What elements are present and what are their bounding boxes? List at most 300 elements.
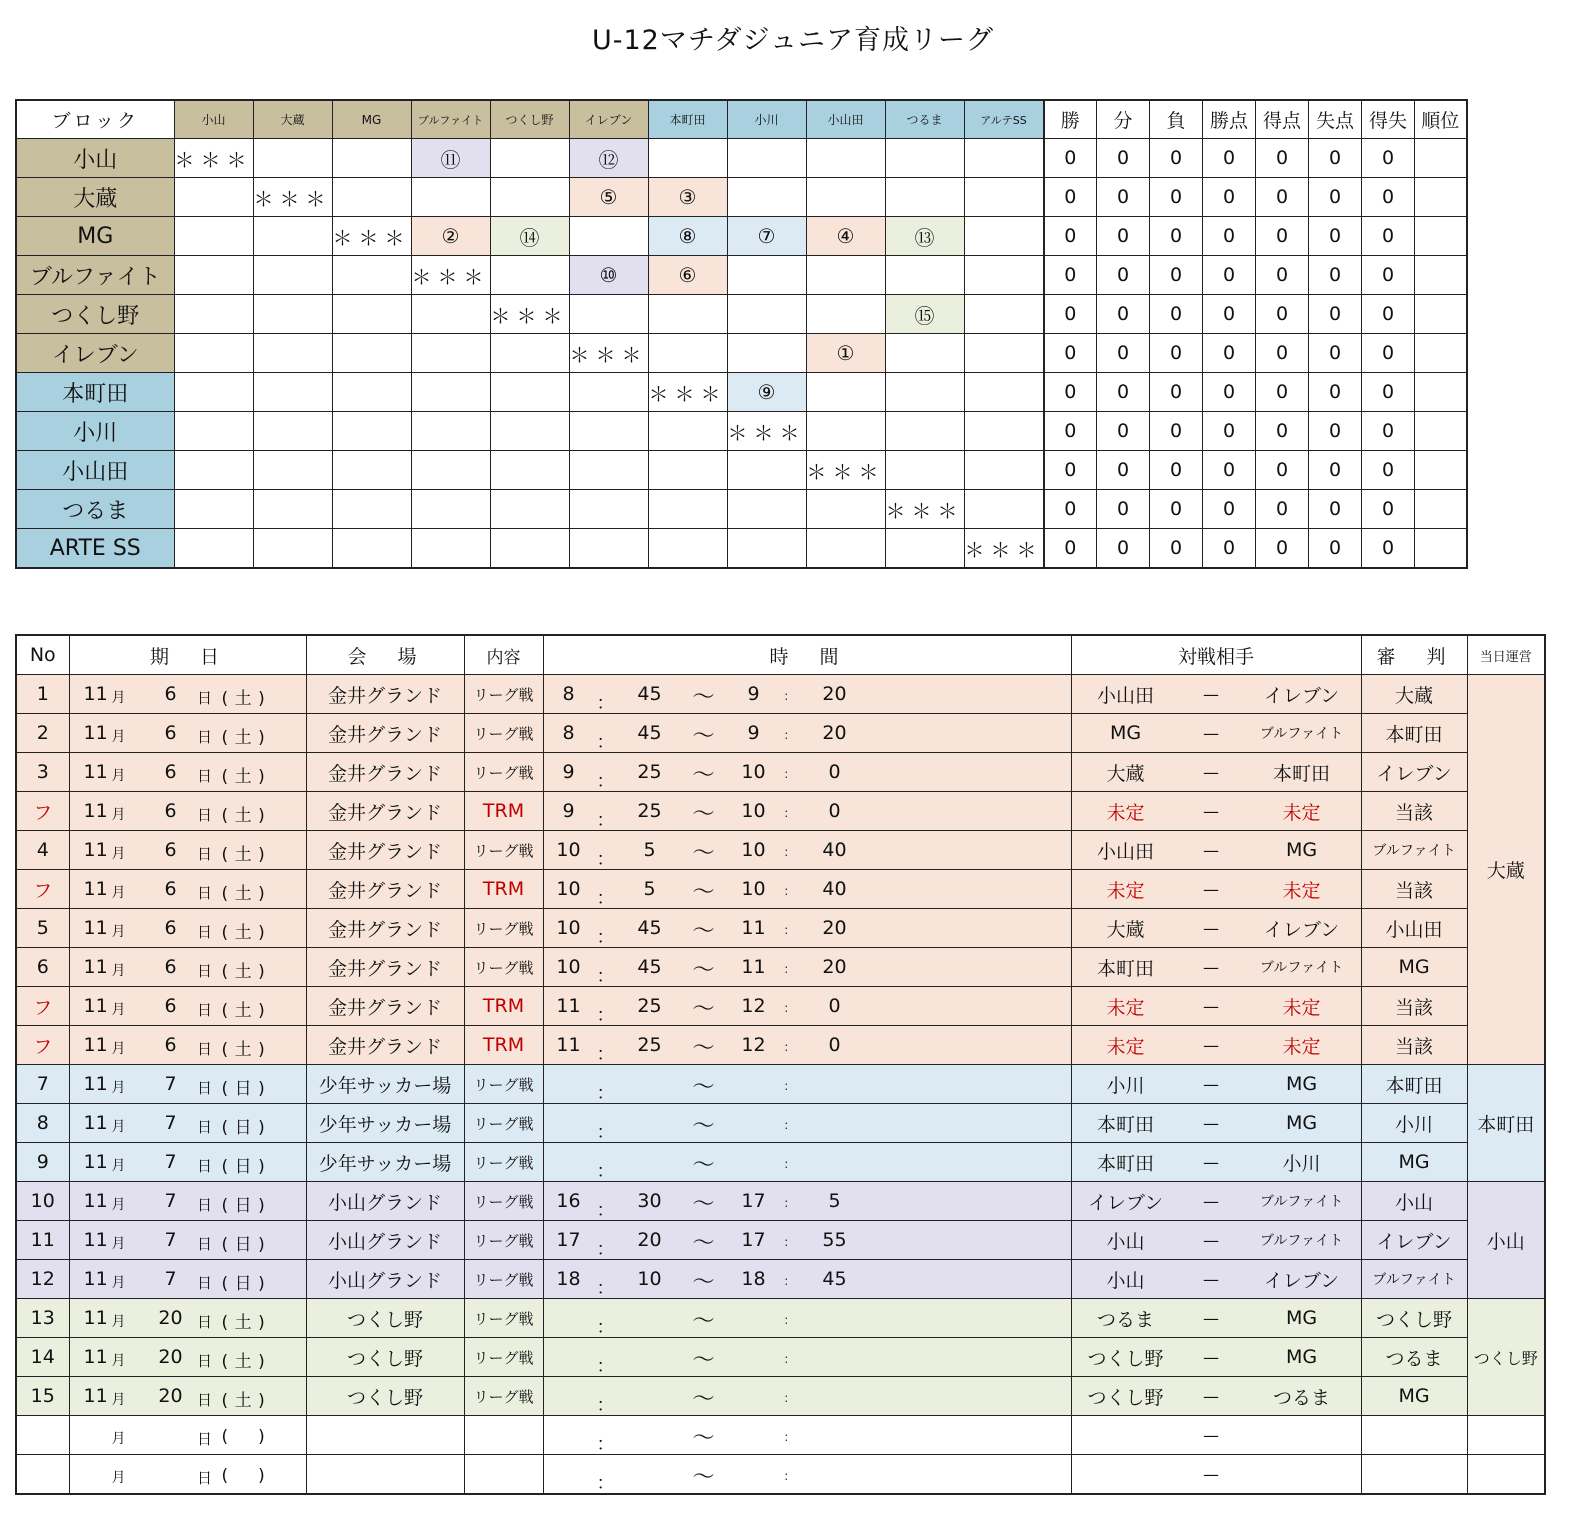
content: TRM — [464, 1026, 543, 1065]
vs-separator: — — [1203, 1464, 1219, 1484]
referee: MG — [1361, 1377, 1467, 1416]
stat-cell: 0 — [1150, 412, 1203, 451]
match-cell — [727, 529, 806, 569]
end-minute: 40 — [822, 839, 847, 861]
referee: イレブン — [1361, 753, 1467, 792]
match-cell — [806, 295, 885, 334]
month-label: 月 — [111, 1197, 126, 1213]
match-cell — [648, 451, 727, 490]
stat-cell: 0 — [1309, 217, 1362, 256]
self-match-cell: ＊＊＊ — [411, 256, 490, 295]
match-cell: ⑤ — [569, 178, 648, 217]
match-cell: ① — [806, 334, 885, 373]
match-cell: ⑬ — [885, 217, 964, 256]
match-time — [543, 948, 1071, 987]
stat-header: 得点 — [1256, 100, 1309, 139]
content: リーグ戦 — [464, 714, 543, 753]
team-a: 未定 — [1106, 1035, 1145, 1058]
date-day: 6 — [164, 995, 177, 1017]
match-cell — [174, 334, 253, 373]
time-colon: ： — [596, 1122, 615, 1143]
start-hour: 11 — [556, 1034, 581, 1056]
time-colon: ： — [783, 1157, 796, 1171]
content: リーグ戦 — [464, 1104, 543, 1143]
date-day: 7 — [164, 1073, 177, 1095]
stat-cell: 0 — [1097, 217, 1150, 256]
schedule-row — [16, 792, 1545, 831]
stat-cell: 0 — [1097, 256, 1150, 295]
match-cell — [332, 451, 411, 490]
date-month: 11 — [83, 761, 108, 783]
match-number: 8 — [16, 1104, 69, 1143]
content: リーグ戦 — [464, 675, 543, 714]
opponents — [1071, 1026, 1361, 1065]
month-label: 月 — [111, 963, 126, 979]
stat-cell — [1415, 373, 1467, 412]
day-label: 日 — [196, 1234, 212, 1253]
stat-cell: 0 — [1203, 451, 1256, 490]
opponents — [1071, 1260, 1361, 1299]
weekday: ( 日 ) — [222, 1191, 269, 1216]
match-cell — [806, 373, 885, 412]
start-hour: 9 — [562, 800, 575, 822]
venue: 金井グランド — [306, 675, 464, 714]
end-minute: 45 — [822, 1268, 847, 1290]
content: リーグ戦 — [464, 1221, 543, 1260]
end-minute: 20 — [822, 956, 847, 978]
time-colon: ： — [783, 1196, 796, 1210]
match-cell — [727, 139, 806, 178]
date-day: 6 — [164, 917, 177, 939]
start-minute: 45 — [637, 956, 662, 978]
time-colon: ： — [596, 849, 615, 870]
match-cell — [174, 217, 253, 256]
stat-cell: 0 — [1256, 451, 1309, 490]
time-colon: ： — [783, 1274, 796, 1288]
start-hour: 8 — [562, 683, 575, 705]
match-number: 9 — [16, 1143, 69, 1182]
range-separator: 〜 — [692, 685, 715, 710]
match-cell — [332, 412, 411, 451]
venue: 小山グランド — [306, 1221, 464, 1260]
stat-header: 勝 — [1044, 100, 1097, 139]
stat-cell: 0 — [1309, 334, 1362, 373]
stat-cell: 0 — [1044, 139, 1097, 178]
match-time — [543, 1260, 1071, 1299]
stat-cell: 0 — [1044, 490, 1097, 529]
vs-separator: — — [1203, 723, 1219, 743]
stat-header: 失点 — [1309, 100, 1362, 139]
match-cell — [253, 412, 332, 451]
month-label: 月 — [111, 846, 126, 862]
date-day: 6 — [164, 839, 177, 861]
team-b: イレブン — [1263, 1269, 1340, 1292]
start-minute: 25 — [637, 1034, 662, 1056]
date-day: 6 — [164, 1034, 177, 1056]
stat-cell: 0 — [1150, 529, 1203, 569]
date-day: 7 — [164, 1229, 177, 1251]
team-a: 本町田 — [1096, 1113, 1154, 1136]
stat-cell: 0 — [1150, 334, 1203, 373]
match-number: 3 — [16, 753, 69, 792]
match-cell — [964, 217, 1044, 256]
time-colon: ： — [596, 1161, 615, 1182]
match-time — [543, 1065, 1071, 1104]
match-cell — [332, 373, 411, 412]
match-cell — [569, 412, 648, 451]
date-month: 11 — [83, 1151, 108, 1173]
match-cell — [885, 373, 964, 412]
time-colon: ： — [596, 927, 615, 948]
team-a: 未定 — [1106, 801, 1145, 824]
day-label: 日 — [196, 1273, 212, 1292]
time-colon: ： — [783, 884, 796, 898]
end-hour: 11 — [741, 917, 766, 939]
stat-cell — [1415, 295, 1467, 334]
weekday-value: 日 — [234, 1234, 256, 1255]
date-month: 11 — [83, 956, 108, 978]
stat-cell: 0 — [1203, 334, 1256, 373]
self-match-cell: ＊＊＊ — [332, 217, 411, 256]
day-label: 日 — [196, 1468, 212, 1487]
team-column-header: イレブン — [569, 100, 648, 139]
match-cell: ② — [411, 217, 490, 256]
stat-cell: 0 — [1309, 373, 1362, 412]
stat-cell: 0 — [1362, 412, 1415, 451]
referee: 本町田 — [1361, 1065, 1467, 1104]
weekday: ( 日 ) — [222, 1074, 269, 1099]
date-month: 11 — [83, 917, 108, 939]
month-label: 月 — [111, 1236, 126, 1252]
content — [464, 1455, 543, 1495]
match-time — [543, 831, 1071, 870]
stat-cell: 0 — [1362, 178, 1415, 217]
vs-separator: — — [1203, 957, 1219, 977]
match-cell — [727, 178, 806, 217]
match-number: フ — [16, 1026, 69, 1065]
start-minute: 25 — [637, 995, 662, 1017]
weekday-value: 土 — [234, 961, 256, 982]
schedule-row — [16, 1104, 1545, 1143]
match-number: 7 — [16, 1065, 69, 1104]
date-day: 6 — [164, 800, 177, 822]
match-cell — [727, 295, 806, 334]
opponents — [1071, 1377, 1361, 1416]
referee: 小山田 — [1361, 909, 1467, 948]
range-separator: 〜 — [692, 880, 715, 905]
date-day: 7 — [164, 1112, 177, 1134]
match-number: 6 — [16, 948, 69, 987]
schedule-row — [16, 870, 1545, 909]
end-hour: 9 — [747, 683, 760, 705]
start-minute: 45 — [637, 722, 662, 744]
range-separator: 〜 — [692, 763, 715, 788]
day-label: 日 — [196, 1429, 212, 1448]
range-separator: 〜 — [692, 1075, 715, 1100]
vs-separator: — — [1203, 1074, 1219, 1094]
month-label: 月 — [111, 924, 126, 940]
match-cell — [964, 490, 1044, 529]
match-cell — [964, 178, 1044, 217]
range-separator: 〜 — [692, 1387, 715, 1412]
match-cell — [332, 490, 411, 529]
date-month: 11 — [83, 1190, 108, 1212]
match-cell — [490, 334, 569, 373]
match-number: フ — [16, 792, 69, 831]
stat-cell: 0 — [1256, 529, 1309, 569]
team-b: ブルファイト — [1259, 960, 1344, 976]
vs-separator: — — [1203, 996, 1219, 1016]
referee: 小川 — [1361, 1104, 1467, 1143]
date-month: 11 — [83, 1307, 108, 1329]
team-b: 小川 — [1282, 1152, 1321, 1175]
range-separator: 〜 — [692, 724, 715, 749]
match-cell — [332, 256, 411, 295]
venue: つくし野 — [306, 1299, 464, 1338]
team-a: イレブン — [1087, 1191, 1164, 1214]
match-number: 5 — [16, 909, 69, 948]
range-separator: 〜 — [692, 1309, 715, 1334]
stat-header: 得失 — [1362, 100, 1415, 139]
end-hour: 17 — [741, 1190, 766, 1212]
team-row-label: 小川 — [16, 412, 174, 451]
day-label: 日 — [196, 1312, 212, 1331]
match-number: 4 — [16, 831, 69, 870]
date-day: 6 — [164, 761, 177, 783]
time-colon: ： — [596, 1317, 615, 1338]
stat-cell: 0 — [1362, 490, 1415, 529]
stat-cell: 0 — [1044, 178, 1097, 217]
standings-row — [16, 217, 1467, 256]
content — [464, 1416, 543, 1455]
opponents — [1071, 1065, 1361, 1104]
stat-cell: 0 — [1097, 490, 1150, 529]
start-minute: 5 — [643, 878, 656, 900]
weekday-value: 土 — [234, 1351, 256, 1372]
time-colon: ： — [596, 966, 615, 987]
stat-cell: 0 — [1203, 139, 1256, 178]
team-b: イレブン — [1263, 684, 1340, 707]
month-label: 月 — [111, 1158, 126, 1174]
weekday-value: 日 — [234, 1156, 256, 1177]
header-time: 時 間 — [543, 635, 1071, 675]
match-cell — [490, 256, 569, 295]
weekday: ( ) — [221, 1427, 269, 1447]
schedule-row — [16, 987, 1545, 1026]
team-a: MG — [1109, 722, 1142, 744]
stat-cell: 0 — [1044, 529, 1097, 569]
date-month: 11 — [83, 683, 108, 705]
time-colon: ： — [596, 1239, 615, 1260]
month-label: 月 — [111, 1470, 126, 1486]
match-cell — [964, 139, 1044, 178]
stat-cell: 0 — [1203, 217, 1256, 256]
match-cell: ③ — [648, 178, 727, 217]
end-hour: 10 — [741, 800, 766, 822]
weekday-value: 土 — [234, 883, 256, 904]
team-b: 未定 — [1282, 801, 1321, 824]
date-day: 6 — [164, 878, 177, 900]
end-minute: 0 — [828, 800, 841, 822]
weekday-value: 土 — [234, 805, 256, 826]
host-team: 本町田 — [1467, 1065, 1545, 1182]
opponents — [1071, 1104, 1361, 1143]
team-a: 小山田 — [1096, 684, 1154, 707]
weekday: ( 土 ) — [222, 762, 269, 787]
match-cell — [727, 256, 806, 295]
stat-cell: 0 — [1362, 217, 1415, 256]
match-number: 15 — [16, 1377, 69, 1416]
vs-separator: — — [1203, 1230, 1219, 1250]
self-match-cell: ＊＊＊ — [964, 529, 1044, 569]
match-cell — [490, 178, 569, 217]
month-label: 月 — [111, 1275, 126, 1291]
match-cell — [253, 334, 332, 373]
match-time — [543, 1338, 1071, 1377]
venue — [306, 1416, 464, 1455]
vs-separator: — — [1203, 801, 1219, 821]
date-day: 7 — [164, 1151, 177, 1173]
range-separator: 〜 — [692, 841, 715, 866]
referee — [1361, 1416, 1467, 1455]
self-match-cell: ＊＊＊ — [174, 139, 253, 178]
match-cell: ⑩ — [569, 256, 648, 295]
host-team: 小山 — [1467, 1182, 1545, 1299]
opponents — [1071, 831, 1361, 870]
stat-cell: 0 — [1150, 451, 1203, 490]
date-day: 20 — [158, 1346, 183, 1368]
match-date — [69, 1104, 306, 1143]
team-row-label: 小山田 — [16, 451, 174, 490]
match-cell — [569, 373, 648, 412]
vs-separator: — — [1203, 1386, 1219, 1406]
stat-cell — [1415, 334, 1467, 373]
end-minute: 20 — [822, 722, 847, 744]
match-cell: ⑭ — [490, 217, 569, 256]
time-colon: ： — [783, 728, 796, 742]
stat-cell: 0 — [1097, 178, 1150, 217]
start-hour: 10 — [556, 878, 581, 900]
match-cell — [411, 295, 490, 334]
weekday-value: 土 — [234, 727, 256, 748]
match-cell — [885, 139, 964, 178]
date-month: 11 — [83, 1385, 108, 1407]
content: リーグ戦 — [464, 831, 543, 870]
match-cell — [885, 451, 964, 490]
venue: つくし野 — [306, 1377, 464, 1416]
vs-separator: — — [1203, 1269, 1219, 1289]
venue: 金井グランド — [306, 714, 464, 753]
stat-cell: 0 — [1256, 217, 1309, 256]
referee: ブルファイト — [1361, 831, 1467, 870]
match-cell: ⑥ — [648, 256, 727, 295]
match-cell — [411, 178, 490, 217]
time-colon: ： — [596, 732, 615, 753]
date-month: 11 — [83, 1268, 108, 1290]
team-b: つるま — [1272, 1386, 1330, 1409]
stat-cell: 0 — [1097, 529, 1150, 569]
content: リーグ戦 — [464, 1299, 543, 1338]
team-a: 小山田 — [1096, 840, 1154, 863]
weekday: ( 土 ) — [222, 801, 269, 826]
match-cell — [964, 334, 1044, 373]
match-cell — [490, 373, 569, 412]
stat-cell: 0 — [1362, 139, 1415, 178]
time-colon: ： — [596, 1200, 615, 1221]
match-cell — [885, 334, 964, 373]
stat-cell — [1415, 451, 1467, 490]
month-label: 月 — [111, 1119, 126, 1135]
end-minute: 0 — [828, 761, 841, 783]
team-row-label: つるま — [16, 490, 174, 529]
content: リーグ戦 — [464, 948, 543, 987]
stat-header: 順位 — [1415, 100, 1467, 139]
stat-cell: 0 — [1362, 295, 1415, 334]
opponents — [1071, 792, 1361, 831]
time-colon: ： — [783, 923, 796, 937]
match-number: フ — [16, 870, 69, 909]
match-cell — [490, 490, 569, 529]
time-colon: ： — [783, 1118, 796, 1132]
end-hour: 18 — [741, 1268, 766, 1290]
standings-row — [16, 334, 1467, 373]
month-label: 月 — [111, 690, 126, 706]
range-separator: 〜 — [692, 1426, 715, 1451]
team-b: MG — [1285, 1346, 1318, 1368]
range-separator: 〜 — [692, 997, 715, 1022]
weekday: ( 日 ) — [222, 1152, 269, 1177]
date-month: 11 — [83, 722, 108, 744]
match-cell — [964, 256, 1044, 295]
stat-cell: 0 — [1150, 295, 1203, 334]
stat-cell: 0 — [1044, 412, 1097, 451]
opponents — [1071, 1221, 1361, 1260]
match-number: 1 — [16, 675, 69, 714]
start-minute: 25 — [637, 761, 662, 783]
weekday-value: 日 — [234, 1195, 256, 1216]
match-cell — [332, 139, 411, 178]
team-column-header: 小川 — [727, 100, 806, 139]
stat-cell: 0 — [1203, 412, 1256, 451]
match-cell — [648, 490, 727, 529]
date-day: 6 — [164, 722, 177, 744]
date-month: 11 — [83, 839, 108, 861]
time-colon: ： — [783, 1001, 796, 1015]
date-day: 7 — [164, 1190, 177, 1212]
time-colon: ： — [783, 806, 796, 820]
stat-cell: 0 — [1362, 373, 1415, 412]
month-label: 月 — [111, 1392, 126, 1408]
stat-cell: 0 — [1150, 178, 1203, 217]
match-cell — [253, 295, 332, 334]
schedule-row — [16, 1377, 1545, 1416]
team-b: ブルファイト — [1259, 726, 1344, 742]
start-hour: 10 — [556, 839, 581, 861]
venue: 金井グランド — [306, 987, 464, 1026]
range-separator: 〜 — [692, 1153, 715, 1178]
month-label: 月 — [111, 729, 126, 745]
match-cell — [332, 529, 411, 569]
team-column-header: MG — [332, 100, 411, 139]
referee: 本町田 — [1361, 714, 1467, 753]
weekday: ( 土 ) — [222, 996, 269, 1021]
opponents — [1071, 1299, 1361, 1338]
schedule-row — [16, 1065, 1545, 1104]
match-cell — [411, 490, 490, 529]
vs-separator: — — [1203, 1152, 1219, 1172]
vs-separator: — — [1203, 684, 1219, 704]
time-colon: ： — [596, 1434, 615, 1455]
